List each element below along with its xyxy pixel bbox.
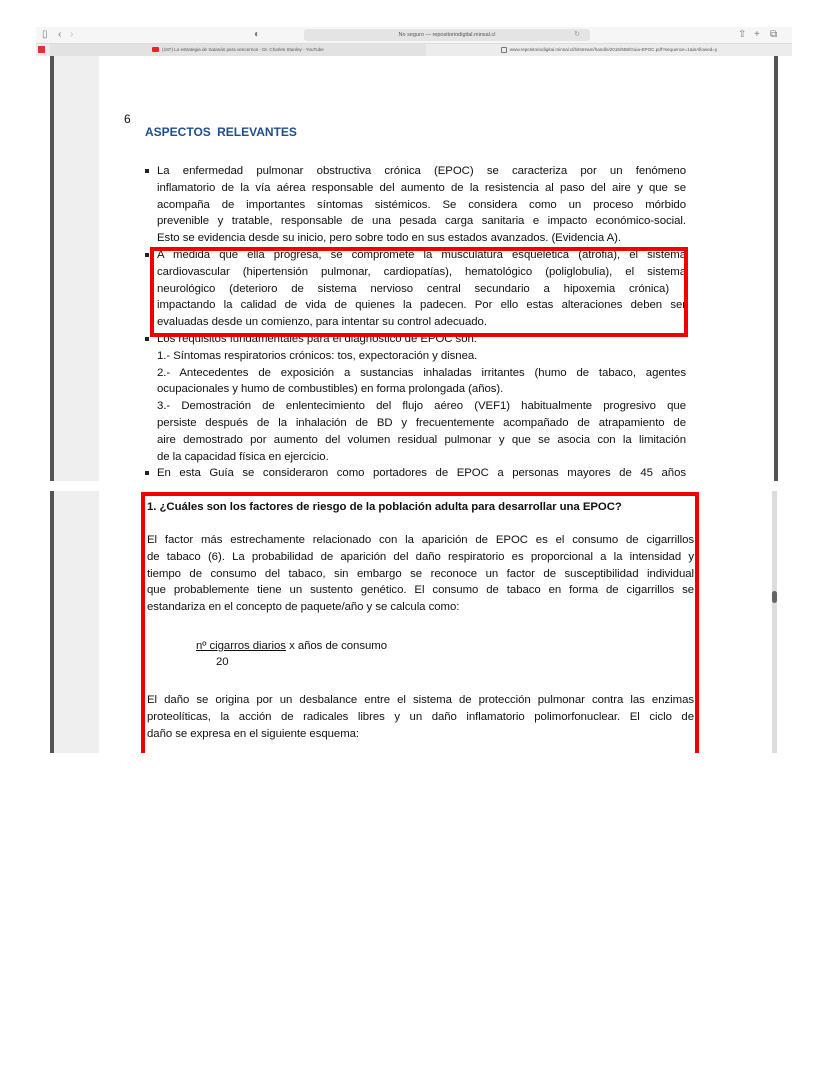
- text-line: prevenible y tratable, responsable de una pesada carga sanitaria e impacto económico-social.: [157, 215, 686, 228]
- text-line: ocupacionales y humo de combustibles) en forma prolongada (años).: [157, 383, 504, 396]
- text-line: cardiovascular (hipertensión pulmonar, cardiopatías), hematológico (poliglobulia), el sistema: [157, 265, 686, 278]
- tab-label: www.repositoriodigital.minsal.cl/bitstream/handle/2015/558/Guia-EPOC.pdf?sequence=1&isAllowed=y: [509, 47, 718, 52]
- scrollbar-thumb[interactable]: [772, 591, 777, 603]
- tab-bar: [36, 43, 792, 56]
- text-line: neurológico (deterioro de sistema nervioso central secundario a hipoxemia crónica) ,: [157, 282, 686, 295]
- text-line: 2.- Antecedentes de exposición a sustancias inhaladas irritantes (humo de tabaco, agentes: [157, 366, 686, 379]
- text-line: evaluadas desde un comienzo, para intentar su control adecuado.: [157, 316, 487, 329]
- app-favicon-icon: [38, 46, 45, 53]
- youtube-icon: [152, 47, 159, 52]
- text-line: 1.- Síntomas respiratorios crónicos: tos, expectoración y disnea.: [157, 349, 478, 362]
- text-line: El factor más estrechamente relacionado con la aparición de EPOC es el consumo de cigarrillos: [147, 534, 694, 546]
- pdf-page-view-2: [50, 491, 778, 753]
- tab-label: (187) La estrategia de Satanás para vencernos - Dr. Charles Stanley - YouTube: [162, 47, 324, 52]
- bullet-icon: [145, 169, 149, 173]
- tab-pdf[interactable]: [432, 44, 786, 56]
- bullet-icon: [145, 471, 149, 475]
- text-line: inflamatorio de la vía aérea responsable del aumento de la resistencia al paso del aire y que se: [157, 181, 686, 194]
- text-line: Los requisitos fundamentales para el diagnóstico de EPOC son:: [157, 333, 477, 345]
- new-tab-icon[interactable]: +: [754, 29, 760, 40]
- section-heading: ASPECTOS RELEVANTES: [145, 125, 297, 139]
- text-line: proteolíticas, la acción de radicales libres y un daño inflamatorio polimorfonuclear. El ciclo de: [147, 710, 694, 723]
- site-icon: [501, 47, 507, 53]
- page-margin: [54, 56, 99, 481]
- text-line: 3.- Demostración de enlentecimiento del flujo aéreo (VEF1) habitualmente progresivo que: [157, 400, 686, 413]
- scrollbar-track[interactable]: [772, 491, 777, 753]
- text-line: impactando la calidad de vida de quienes la padecen. Por ello estas alteraciones deben ser: [157, 299, 686, 312]
- highlight-box: [150, 247, 688, 337]
- text-line: estandariza en el concepto de paquete/año y se calcula como:: [147, 601, 460, 614]
- text-line: de la capacidad física en ejercicio.: [157, 450, 329, 463]
- highlight-box: [141, 492, 699, 753]
- formula-numerator: nº cigarros diarios: [196, 640, 286, 652]
- bullet-icon: [145, 253, 149, 257]
- share-icon[interactable]: ⇧: [738, 29, 747, 40]
- text-line: acompaña de importantes síntomas sistémicos. Se considera como un proceso mórbido: [157, 198, 686, 211]
- sidebar-toggle-icon[interactable]: ▯: [42, 29, 48, 40]
- text-line: A medida que ella progresa, se compromete la musculatura esquelética (atrofia), el sistema: [157, 249, 686, 261]
- question-heading: 1. ¿Cuáles son los factores de riesgo de la población adulta para desarrollar una EPOC?: [147, 501, 622, 513]
- text-line: tiempo de consumo del tabaco, sin embargo se reconoce un factor de susceptibilidad individual: [147, 567, 694, 580]
- address-bar[interactable]: [304, 29, 590, 41]
- text-line: que probablemente tiene un sustento genético. El consumo de tabaco en forma de cigarrillos se: [147, 584, 694, 597]
- browser-toolbar: [36, 27, 792, 43]
- tab-overview-icon[interactable]: ⧉: [770, 29, 778, 40]
- text-line: de tabaco (6). La probabilidad de aparición del daño respiratorio es proporcional a la intensidad y: [147, 550, 694, 563]
- text-line: persiste después de la inhalación de BD y frecuentemente acompañado de atrapamiento de: [157, 417, 686, 429]
- back-icon[interactable]: ‹: [58, 29, 62, 40]
- formula-rest: x años de consumo: [285, 640, 387, 652]
- text-line: El daño se origina por un desbalance entre el sistema de protección pulmonar contra las enzimas: [147, 694, 694, 706]
- scrollbar[interactable]: [774, 56, 778, 481]
- text-line: Esto se evidencia desde su inicio, pero sobre todo en sus estados avanzados. (Evidencia A).: [157, 232, 622, 245]
- bullet-icon: [145, 337, 149, 341]
- page-margin: [54, 491, 99, 753]
- formula-denominator: 20: [216, 656, 229, 668]
- reload-icon[interactable]: ↻: [574, 31, 580, 38]
- page-number: 6: [124, 112, 131, 126]
- address-text: No seguro — repositoriodigital.minsal.cl: [398, 32, 496, 38]
- privacy-shield-icon[interactable]: ◐: [254, 29, 261, 40]
- pdf-page-view-1: [50, 56, 778, 481]
- text-line-cut: En esta Guía se consideraron como portadores de EPOC a personas mayores de 45 años: [157, 467, 686, 479]
- tab-youtube[interactable]: [50, 44, 426, 56]
- text-line: daño se expresa en el siguiente esquema:: [147, 727, 360, 740]
- text-line: aire demostrado por aumento del volumen residual pulmonar y que se asocia con la limitación: [157, 433, 686, 446]
- forward-icon[interactable]: ›: [70, 29, 74, 40]
- text-line: La enfermedad pulmonar obstructiva crónica (EPOC) se caracteriza por un fenómeno: [157, 165, 686, 177]
